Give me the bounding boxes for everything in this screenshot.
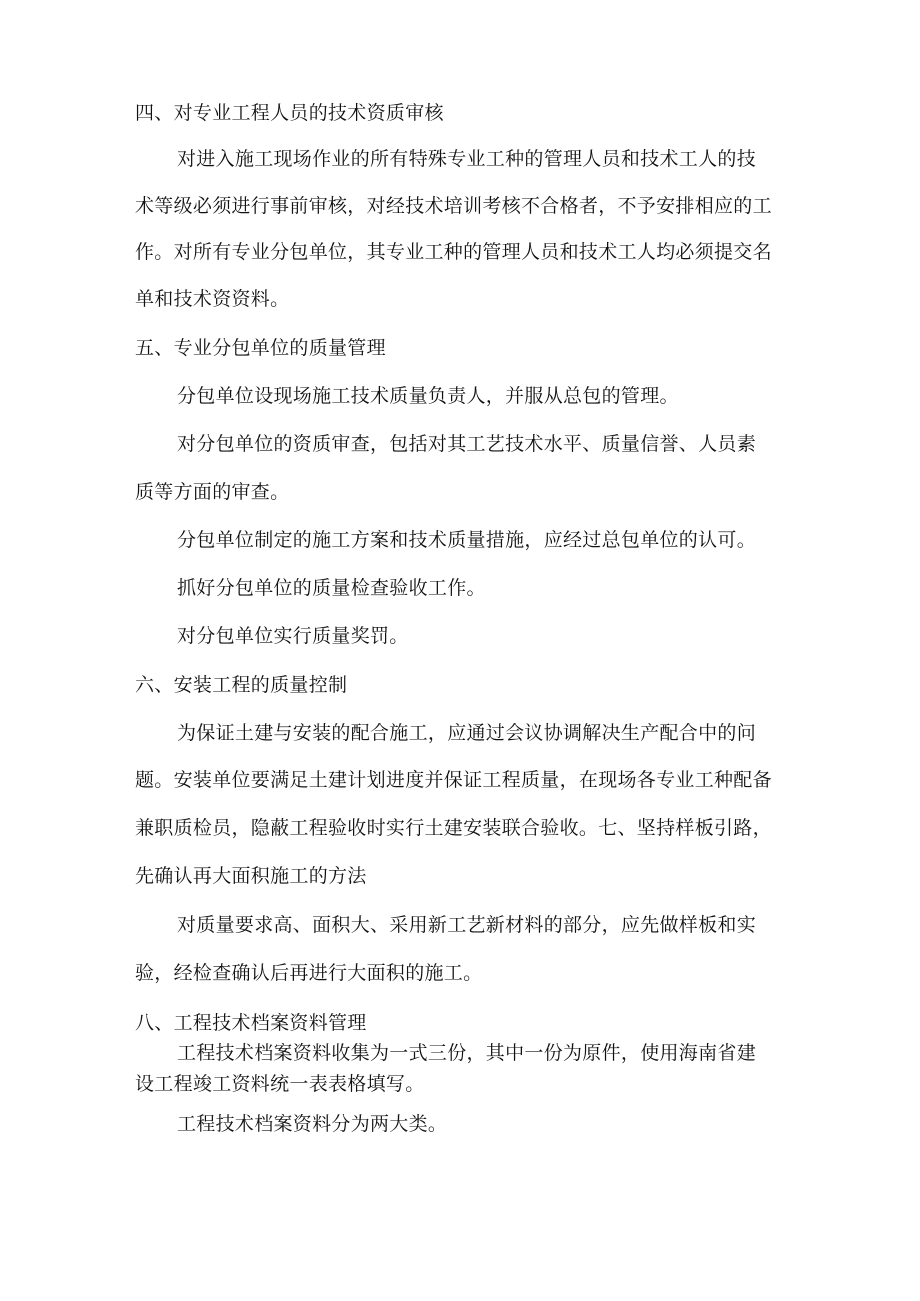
paragraph-line: 验，经检查确认后再进行大面积的施工。 xyxy=(135,962,483,984)
paragraph-line: 工程技术档案资料收集为一式三份，其中一份为原件，使用海南省建 xyxy=(177,1042,757,1064)
paragraph-line: 单和技术资资料。 xyxy=(135,288,290,310)
section-heading-5: 五、专业分包单位的质量管理 xyxy=(135,337,386,359)
paragraph-line: 为保证土建与安装的配合施工，应通过会议协调解决生产配合中的问 xyxy=(177,722,757,744)
section-heading-8: 八、工程技术档案资料管理 xyxy=(135,1012,367,1034)
paragraph-line: 设工程竣工资料统一表表格填写。 xyxy=(135,1073,425,1095)
paragraph-line: 分包单位制定的施工方案和技术质量措施，应经过总包单位的认可。 xyxy=(177,529,757,551)
section-heading-7: 先确认再大面积施工的方法 xyxy=(135,865,367,887)
paragraph-line: 对进入施工现场作业的所有特殊专业工种的管理人员和技术工人的技 xyxy=(177,148,757,170)
paragraph-line: 题。安装单位要满足土建计划进度并保证工程质量，在现场各专业工种配备 xyxy=(135,769,772,791)
section-heading-6: 六、安装工程的质量控制 xyxy=(135,674,348,696)
paragraph-line: 对分包单位实行质量奖罚。 xyxy=(177,625,409,647)
paragraph-line: 工程技术档案资料分为两大类。 xyxy=(177,1113,448,1135)
paragraph-line: 兼职质检员，隐蔽工程验收时实行土建安装联合验收。七、坚持样板引路， xyxy=(135,817,772,839)
section-heading-4: 四、对专业工程人员的技术资质审核 xyxy=(135,102,444,124)
paragraph-line: 抓好分包单位的质量检查验收工作。 xyxy=(177,577,486,599)
paragraph-line: 分包单位设现场施工技术质量负责人，并服从总包的管理。 xyxy=(177,385,679,407)
paragraph-line: 作。对所有专业分包单位，其专业工种的管理人员和技术工人均必须提交名 xyxy=(135,241,772,263)
paragraph-line: 质等方面的审查。 xyxy=(135,481,290,503)
paragraph-line: 对质量要求高、面积大、采用新工艺新材料的部分，应先做样板和实 xyxy=(177,914,757,936)
paragraph-line: 对分包单位的资质审查，包括对其工艺技术水平、质量信誉、人员素 xyxy=(177,433,757,455)
paragraph-line: 术等级必须进行事前审核，对经技术培训考核不合格者，不予安排相应的工 xyxy=(135,195,772,217)
